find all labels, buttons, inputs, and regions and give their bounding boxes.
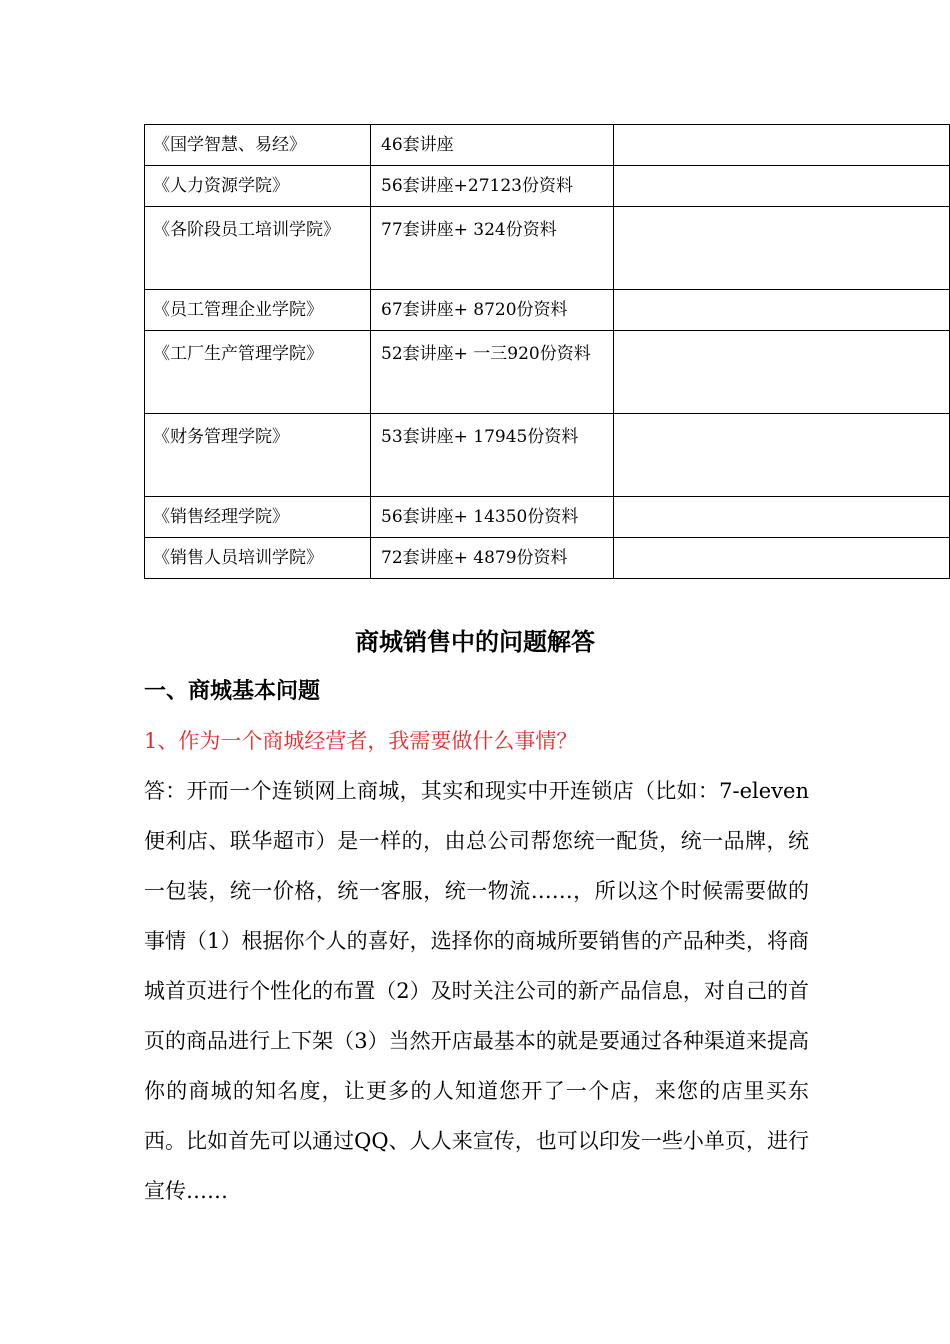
course-name: 《各阶段员工培训学院》 [145,207,371,290]
course-note [614,207,950,290]
table-row [145,414,950,497]
course-name: 《人力资源学院》 [145,166,371,207]
table-row [145,538,950,579]
course-name: 《国学智慧、易经》 [145,125,371,166]
section-heading: 一、商城基本问题 [144,678,321,704]
course-content: 56套讲座+ 14350份资料 [371,497,614,538]
course-catalog-table [144,124,950,579]
course-note [614,166,950,207]
course-name: 《财务管理学院》 [145,414,371,497]
course-name: 《工厂生产管理学院》 [145,331,371,414]
document-title: 商城销售中的问题解答 [355,627,595,656]
course-note [614,414,950,497]
table-row [145,331,950,414]
course-content: 67套讲座+ 8720份资料 [371,290,614,331]
course-note [614,125,950,166]
course-name: 《员工管理企业学院》 [145,290,371,331]
course-content: 56套讲座+27123份资料 [371,166,614,207]
course-note [614,538,950,579]
table-row [145,207,950,290]
course-content: 53套讲座+ 17945份资料 [371,414,614,497]
course-note [614,497,950,538]
answer-paragraph: 答：开而一个连锁网上商城，其实和现实中开连锁店（比如：7-eleven便利店、联华超市）是一样的，由总公司帮您统一配货，统一品牌，统一包装，统一价格，统一客服，统一物流……，所以这个时候需要做的事情（1）根据你个人的喜好，选择你的商城所要销售的产品种类，将商城首页进行个性化的布置（2）及时关注公司的新产品信息，对自己的首页的商品进行上下架（3）当然开店最基本的就是要通过各种渠道来提高你的商城的知名度，让更多的人知道您开了一个店，来您的店里买东西。比如首先可以通过QQ、人人来宣传，也可以印发一些小单页，进行宣传…… [144,779,809,1203]
table-row [145,125,950,166]
course-note [614,331,950,414]
table-row [145,166,950,207]
question-heading: 1、作为一个商城经营者，我需要做什么事情？ [144,729,578,753]
course-content: 52套讲座+ 一三920份资料 [371,331,614,414]
table-row [145,497,950,538]
course-name: 《销售经理学院》 [145,497,371,538]
course-content: 77套讲座+ 324份资料 [371,207,614,290]
table-row [145,290,950,331]
course-name: 《销售人员培训学院》 [145,538,371,579]
course-content: 46套讲座 [371,125,614,166]
course-content: 72套讲座+ 4879份资料 [371,538,614,579]
course-note [614,290,950,331]
